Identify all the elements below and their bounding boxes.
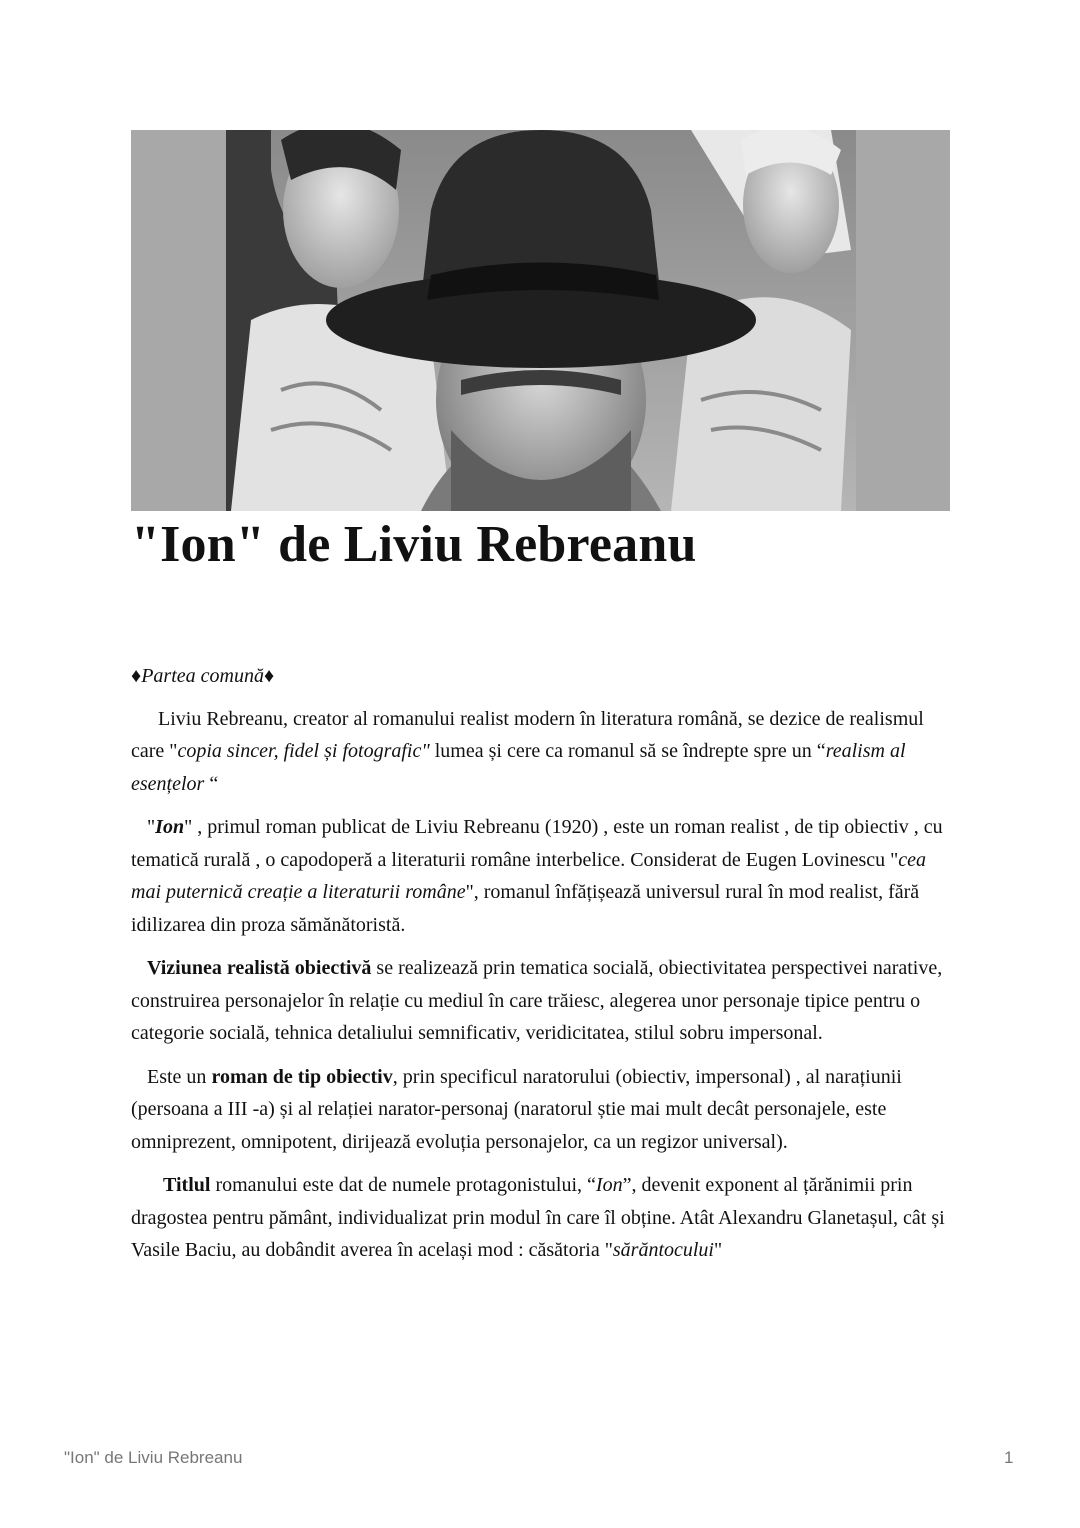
page-number: 1 xyxy=(1004,1448,1014,1467)
diamond-icon: ♦ xyxy=(131,665,142,687)
document-title: "Ion" de Liviu Rebreanu xyxy=(131,516,697,573)
cover-illustration xyxy=(131,130,950,511)
paragraph-realist-vision: Viziunea realistă obiectivă se realizează prin tematica socială, obiectivitatea perspectivei narative, construirea personajelor în relație cu mediul în care trăiesc, alegerea unor personaje tipice pentru o categorie socială, tehnica detaliului semnificativ, veridicitatea, stilul sobru impersonal. xyxy=(131,957,943,1044)
diamond-icon: ♦ xyxy=(263,665,275,687)
footer-document-title: "Ion" de Liviu Rebreanu xyxy=(64,1448,243,1467)
paragraph-novel-overview: "Ion" , primul roman publicat de Liviu Rebreanu (1920) , este un roman realist , de tip obiectiv , cu tematică rurală , o capodoperă a literaturii române interbelice. Considerat de Eugen Lovinescu "cea mai puternică creație a literaturii române", romanul înfățișează universul rural în mod realist, fără idilizarea din proza sămănătoristă. xyxy=(131,816,943,936)
paragraph-objective-novel: Este un roman de tip obiectiv, prin specificul naratorului (obiectiv, impersonal) , al narațiunii (persoana a III -a) și al relației narator-personaj (naratorul știe mai mult decât personajele, este omniprezent, omnipotent, dirijează evoluția personajelor, ca un regizor universal). xyxy=(131,1065,902,1153)
section-heading xyxy=(131,660,961,693)
paragraph-intro: Liviu Rebreanu, creator al romanului realist modern în literatura română, se dezice de realismul care "copia sincer, fidel și fotografic" lumea și cere ca romanul să se îndrepte spre un “realism al esențelor “ xyxy=(131,707,924,795)
cover-illustration-drawing xyxy=(131,130,950,511)
paragraph-title-meaning: Titlul romanului este dat de numele protagonistului, “Ion”, devenit exponent al țărănimii prin dragostea pentru pământ, individualizat prin modul în care îl obține. Atât Alexandru Glanetașul, cât și Vasile Baciu, au dobândit averea în același mod : căsătoria "sărăntocului" xyxy=(131,1174,945,1261)
section-label: Partea comună xyxy=(141,665,264,687)
document-body xyxy=(131,660,961,1278)
